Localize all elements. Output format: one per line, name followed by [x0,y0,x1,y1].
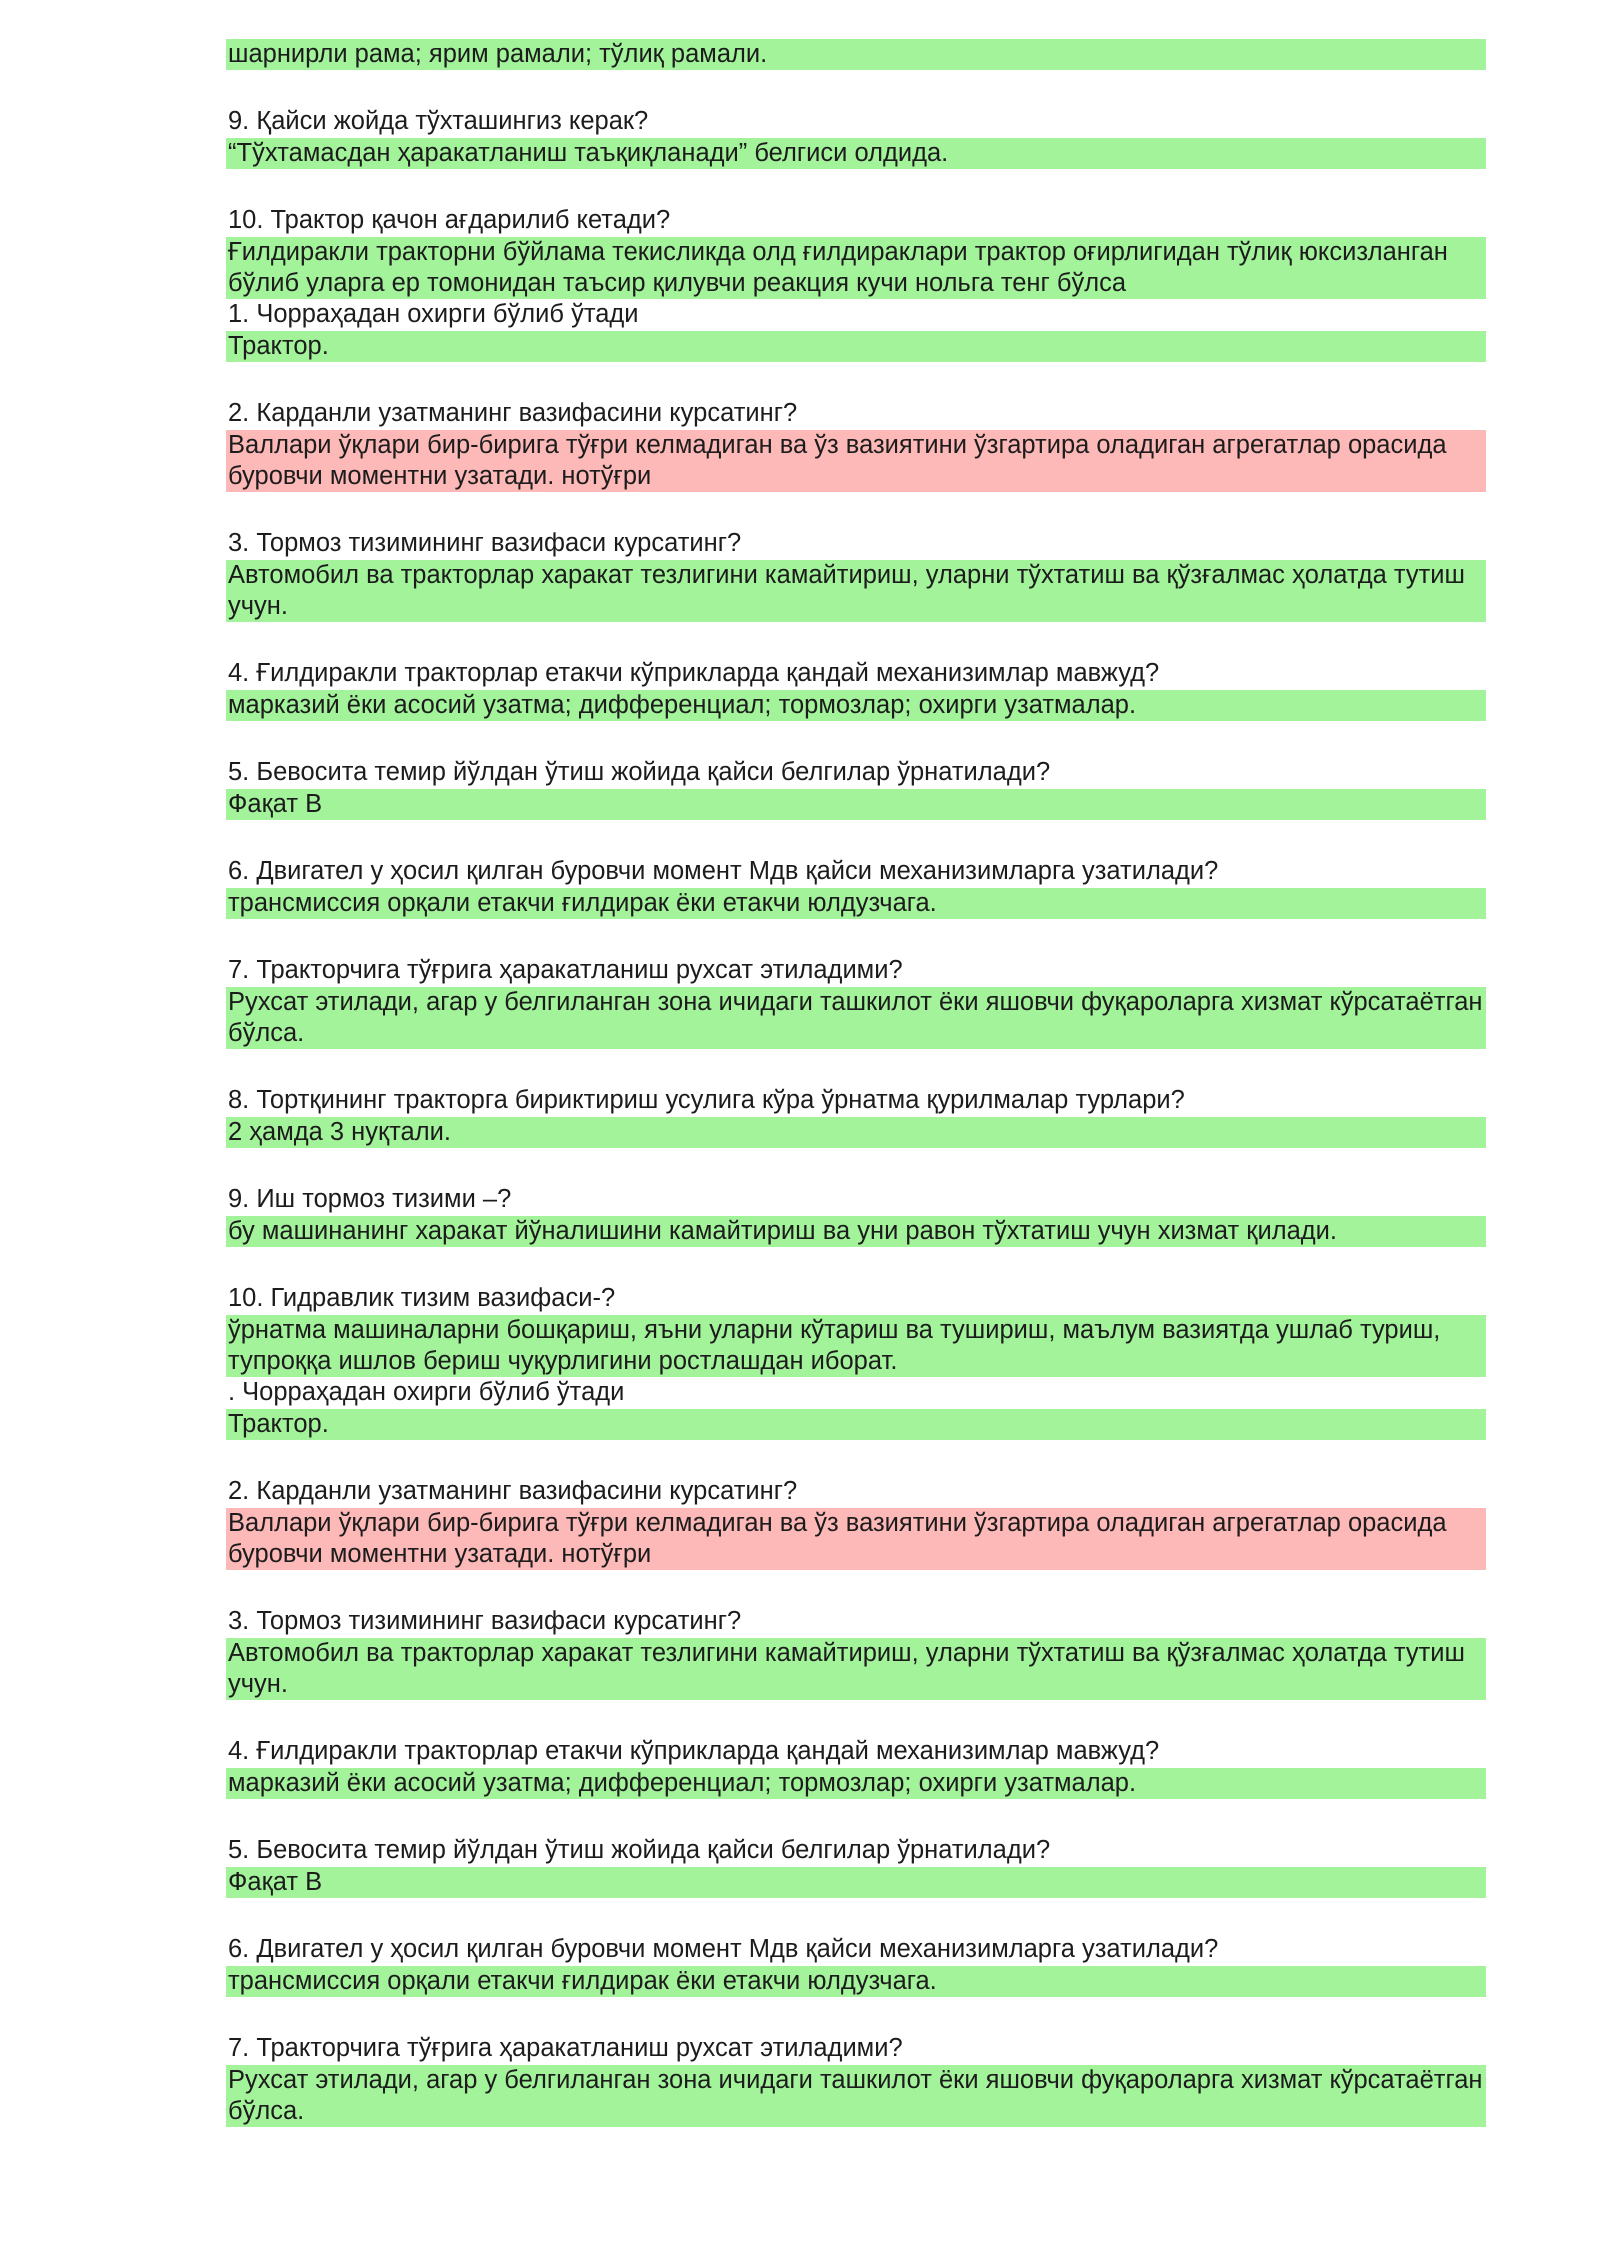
answer-text: “Тўхтамасдан ҳаракатланиш таъқиқланади” белгиси олдида. [226,138,1486,169]
question-text: 5. Бевосита темир йўлдан ўтиш жойида қайси белгилар ўрнатилади? [228,1836,1051,1864]
question-text: 9. Иш тормоз тизими –? [228,1185,512,1213]
qa-item [226,1606,1486,1700]
qa-item [226,2033,1486,2127]
question-text: 2. Карданли узатманинг вазифасини курсатинг? [228,1477,798,1505]
answer-text: трансмиссия орқали етакчи ғилдирак ёки етакчи юлдузчага. [226,888,1486,919]
question-text: 3. Тормоз тизимининг вазифаси курсатинг? [228,529,742,557]
spacer [226,169,1486,205]
answer-text: Фақат В [226,789,1486,820]
qa-item [226,658,1486,721]
qa-item [226,757,1486,820]
qa-item [226,955,1486,1049]
question-text: 6. Двигател у ҳосил қилган буровчи момент Мдв қайси механизимларга узатилади? [228,857,1219,885]
answer-text-incorrect: Валлари ўқлари бир-бирига тўғри келмадиган ва ўз вазиятини ўзгартира оладиган агрегатлар орасида буровчи моментни узатади. нотўғри [226,1508,1486,1570]
answer-text: бу машинанинг харакат йўналишини камайтириш ва уни равон тўхтатиш учун хизмат қилади. [226,1216,1486,1247]
question-text: 3. Тормоз тизимининг вазифаси курсатинг? [228,1607,742,1635]
question-text: 10. Трактор қачон ағдарилиб кетади? [228,206,671,234]
qa-item [226,299,1486,362]
answer-text: 2 ҳамда 3 нуқтали. [226,1117,1486,1148]
qa-item [226,1283,1486,1377]
answer-text: шарнирли рама; ярим рамали; тўлиқ рамали. [226,39,1486,70]
qa-item [226,205,1486,299]
spacer [226,721,1486,757]
spacer [226,492,1486,528]
qa-item [226,106,1486,169]
answer-text: трансмиссия орқали етакчи ғилдирак ёки етакчи юлдузчага. [226,1966,1486,1997]
spacer [226,1049,1486,1085]
qa-item [226,1377,1486,1440]
question-text: 5. Бевосита темир йўлдан ўтиш жойида қайси белгилар ўрнатилади? [228,758,1051,786]
spacer [226,820,1486,856]
spacer [226,1440,1486,1476]
document-body [226,38,1486,2127]
question-text: 7. Тракторчига тўғрига ҳаракатланиш рухсат этиладими? [228,2034,903,2062]
spacer [226,1997,1486,2033]
question-text: 4. Ғилдиракли тракторлар етакчи кўприкларда қандай механизимлар мавжуд? [228,659,1160,687]
answer-text: Ғилдиракли тракторни бўйлама текисликда олд ғилдираклари трактор оғирлигидан тўлиқ юксизланган бўлиб уларга ер томонидан таъсир қилувчи реакция кучи нольга тенг бўлса [226,237,1486,299]
question-text: 4. Ғилдиракли тракторлар етакчи кўприкларда қандай механизимлар мавжуд? [228,1737,1160,1765]
answer-text: Автомобил ва тракторлар харакат тезлигини камайтириш, уларни тўхтатиш ва қўзғалмас ҳолатда тутиш учун. [226,560,1486,622]
answer-text: Трактор. [226,331,1486,362]
answer-text: Автомобил ва тракторлар харакат тезлигини камайтириш, уларни тўхтатиш ва қўзғалмас ҳолатда тутиш учун. [226,1638,1486,1700]
answer-text: Рухсат этилади, агар у белгиланган зона ичидаги ташкилот ёки яшовчи фуқароларга хизмат кўрсатаётган бўлса. [226,987,1486,1049]
answer-text: марказий ёки асосий узатма; дифференциал; тормозлар; охирги узатмалар. [226,690,1486,721]
question-text: 10. Гидравлик тизим вазифаси-? [228,1284,616,1312]
qa-item [226,398,1486,492]
answer-text: Трактор. [226,1409,1486,1440]
qa-item [226,1736,1486,1799]
answer-text: марказий ёки асосий узатма; дифференциал; тормозлар; охирги узатмалар. [226,1768,1486,1799]
spacer [226,70,1486,106]
question-text: 9. Қайси жойда тўхташингиз керак? [228,107,649,135]
answer-text: Фақат В [226,1867,1486,1898]
question-text: . Чорраҳадан охирги бўлиб ўтади [228,1378,625,1406]
qa-item [226,1184,1486,1247]
answer-text-incorrect: Валлари ўқлари бир-бирига тўғри келмадиган ва ўз вазиятини ўзгартира оладиган агрегатлар орасида буровчи моментни узатади. нотўғри [226,430,1486,492]
qa-item [226,1476,1486,1570]
question-text: 7. Тракторчига тўғрига ҳаракатланиш рухсат этиладими? [228,956,903,984]
spacer [226,1898,1486,1934]
qa-item [226,1934,1486,1997]
answer-text: ўрнатма машиналарни бошқариш, яъни уларни кўтариш ва тушириш, маълум вазиятда ушлаб туриш, тупроққа ишлов бериш чуқурлигини ростлашдан иборат. [226,1315,1486,1377]
qa-item [226,1835,1486,1898]
spacer [226,622,1486,658]
spacer [226,919,1486,955]
qa-item [226,39,1486,70]
spacer [226,1799,1486,1835]
answer-text: Рухсат этилади, агар у белгиланган зона ичидаги ташкилот ёки яшовчи фуқароларга хизмат кўрсатаётган бўлса. [226,2065,1486,2127]
question-text: 1. Чорраҳадан охирги бўлиб ўтади [228,300,639,328]
spacer [226,1570,1486,1606]
qa-item [226,1085,1486,1148]
spacer [226,1148,1486,1184]
qa-item [226,528,1486,622]
question-text: 2. Карданли узатманинг вазифасини курсатинг? [228,399,798,427]
qa-item [226,856,1486,919]
spacer [226,362,1486,398]
spacer [226,1700,1486,1736]
spacer [226,1247,1486,1283]
question-text: 8. Тортқининг тракторга бириктириш усулига кўра ўрнатма қурилмалар турлари? [228,1086,1185,1114]
question-text: 6. Двигател у ҳосил қилган буровчи момент Мдв қайси механизимларга узатилади? [228,1935,1219,1963]
